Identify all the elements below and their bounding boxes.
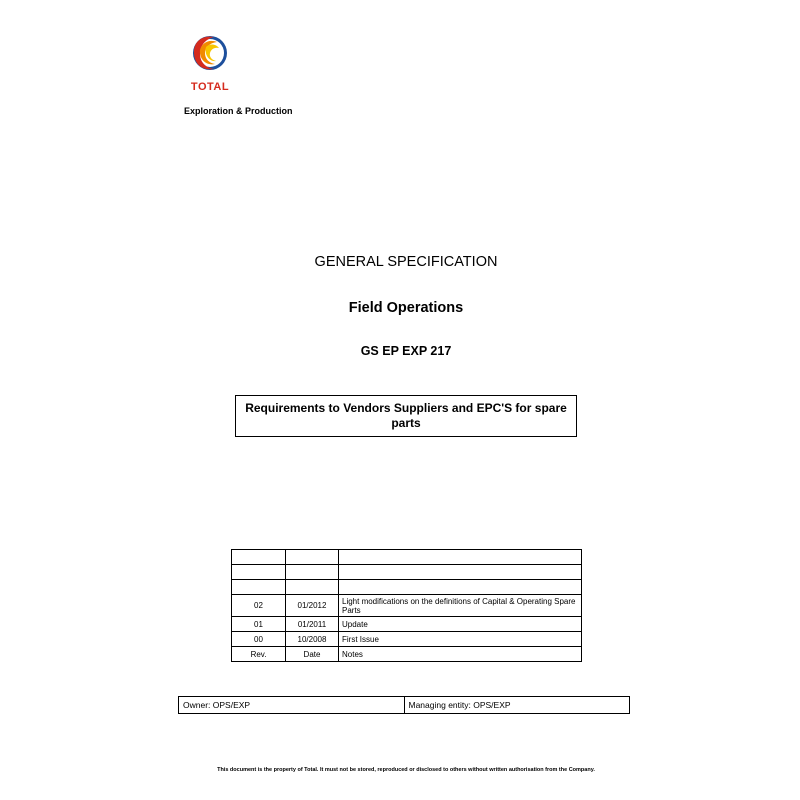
property-notice: This document is the property of Total. It must not be stored, reproduced or disclosed to others without written authorisation from the Company. — [217, 767, 595, 773]
notes-cell — [339, 580, 582, 595]
table-row — [232, 580, 582, 595]
date-cell — [286, 580, 339, 595]
document-subject: Field Operations — [348, 300, 464, 316]
rev-cell — [232, 550, 286, 565]
date-cell: 01/2012 — [286, 595, 339, 617]
ownership-table — [178, 696, 630, 714]
table-row — [232, 595, 582, 617]
date-cell: 01/2011 — [286, 617, 339, 632]
rev-header: Rev. — [232, 647, 286, 662]
notes-cell: First Issue — [339, 632, 582, 647]
notes-cell: Update — [339, 617, 582, 632]
notes-cell — [339, 550, 582, 565]
owner-cell: Owner: OPS/EXP — [179, 697, 405, 714]
notes-cell — [339, 565, 582, 580]
document-code: GS EP EXP 217 — [360, 344, 452, 358]
date-header: Date — [286, 647, 339, 662]
document-title: Requirements to Vendors Suppliers and EPC'S for spare parts — [235, 395, 577, 437]
date-cell — [286, 565, 339, 580]
table-row — [232, 565, 582, 580]
division-name: Exploration & Production — [184, 106, 293, 116]
notes-cell: Light modifications on the definitions of Capital & Operating Spare Parts — [339, 595, 582, 617]
revision-table — [231, 549, 582, 662]
rev-cell — [232, 565, 286, 580]
rev-cell: 01 — [232, 617, 286, 632]
table-row — [232, 632, 582, 647]
date-cell: 10/2008 — [286, 632, 339, 647]
notes-header: Notes — [339, 647, 582, 662]
rev-cell: 02 — [232, 595, 286, 617]
managing-entity-cell: Managing entity: OPS/EXP — [404, 697, 630, 714]
table-row — [179, 697, 630, 714]
table-row — [232, 617, 582, 632]
rev-cell — [232, 580, 286, 595]
document-type: GENERAL SPECIFICATION — [314, 254, 498, 270]
brand-wordmark: TOTAL — [190, 81, 230, 93]
table-header-row — [232, 647, 582, 662]
rev-cell: 00 — [232, 632, 286, 647]
date-cell — [286, 550, 339, 565]
table-row — [232, 550, 582, 565]
